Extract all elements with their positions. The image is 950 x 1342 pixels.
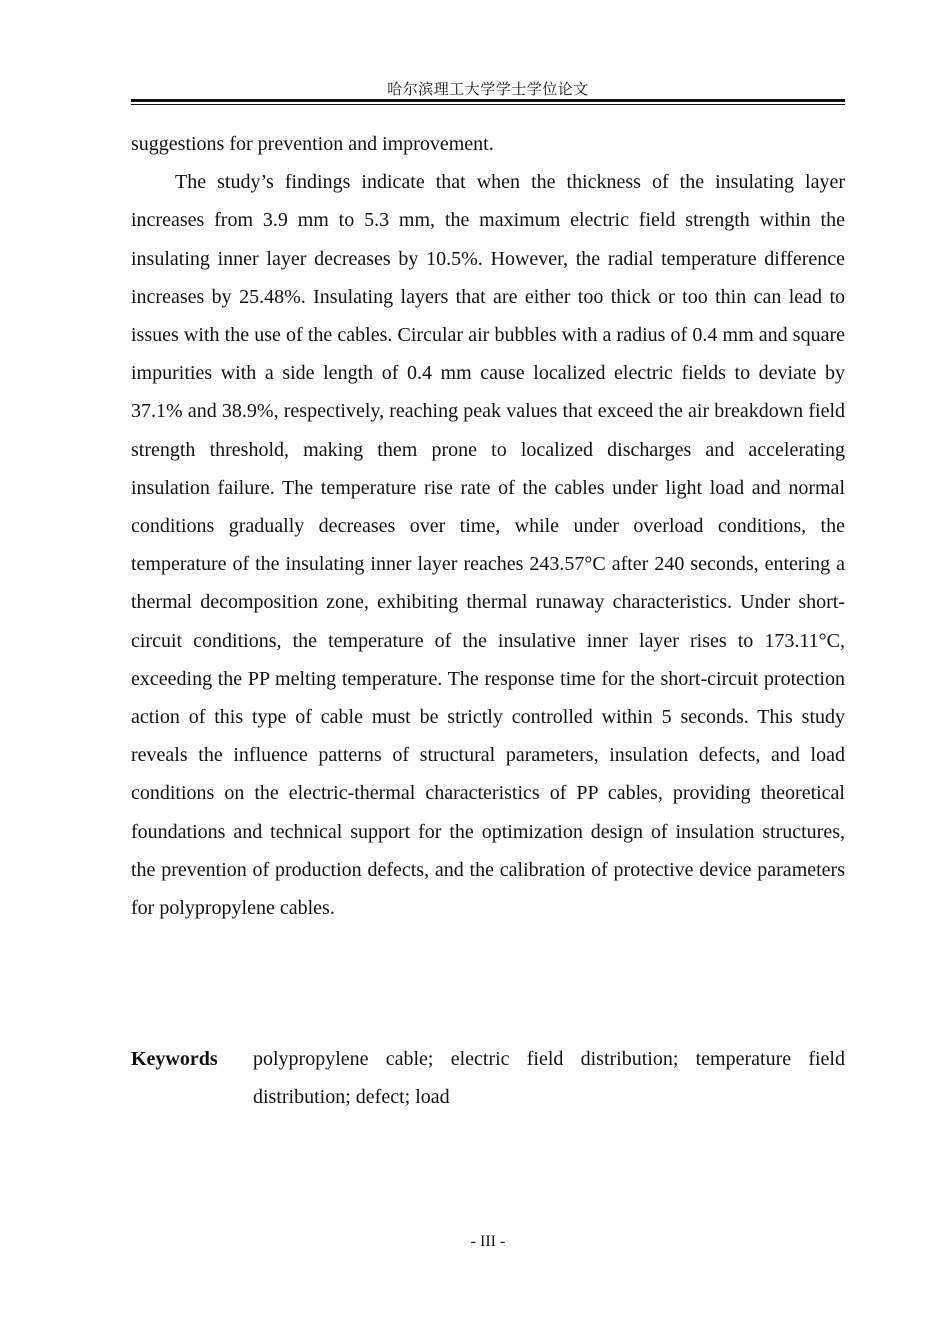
running-header-title: 哈尔滨理工大学学士学位论文 <box>387 80 589 98</box>
paragraph-continuation: suggestions for prevention and improvement. <box>131 133 494 155</box>
keywords-label: Keywords <box>131 1048 218 1070</box>
header-rule-thin <box>131 104 845 105</box>
abstract-body <box>131 125 845 927</box>
paragraph-findings: The study’s findings indicate that when the thickness of the insulating layer increases from 3.9 mm to 5.3 mm, the maximum electric field strength within the insulating inner layer decreases by 10.5%. However, the radial temperature difference increases by 25.48%. Insulating layers that are either too thick or too thin can lead to issues with the use of the cables. Circular air bubbles with a radius of 0.4 mm and square impurities with a side length of 0.4 mm cause localized electric fields to deviate by 37.1% and 38.9%, respectively, reaching peak values that exceed the air breakdown field strength threshold, making them prone to localized discharges and accelerating insulation failure. The temperature rise rate of the cables under light load and normal conditions gradually decreases over time, while under overload conditions, the temperature of the insulating inner layer reaches 243.57°C after 240 seconds, entering a thermal decomposition zone, exhibiting thermal runaway characteristics. Under short-circuit conditions, the temperature of the insulative inner layer rises to 173.11°C, exceeding the PP melting temperature. The response time for the short-circuit protection action of this type of cable must be strictly controlled within 5 seconds. This study reveals the influence patterns of structural parameters, insulation defects, and load conditions on the electric-thermal characteristics of PP cables, providing theoretical foundations and technical support for the optimization design of insulation structures, the prevention of production defects, and the calibration of protective device parameters for polypropylene cables. <box>131 171 845 920</box>
keywords-section <box>131 1040 845 1116</box>
keywords-list: polypropylene cable; electric field distribution; temperature field distribution; defect; load <box>253 1048 845 1109</box>
page-number: - III - <box>470 1233 506 1250</box>
header-rule-thick <box>131 99 845 102</box>
